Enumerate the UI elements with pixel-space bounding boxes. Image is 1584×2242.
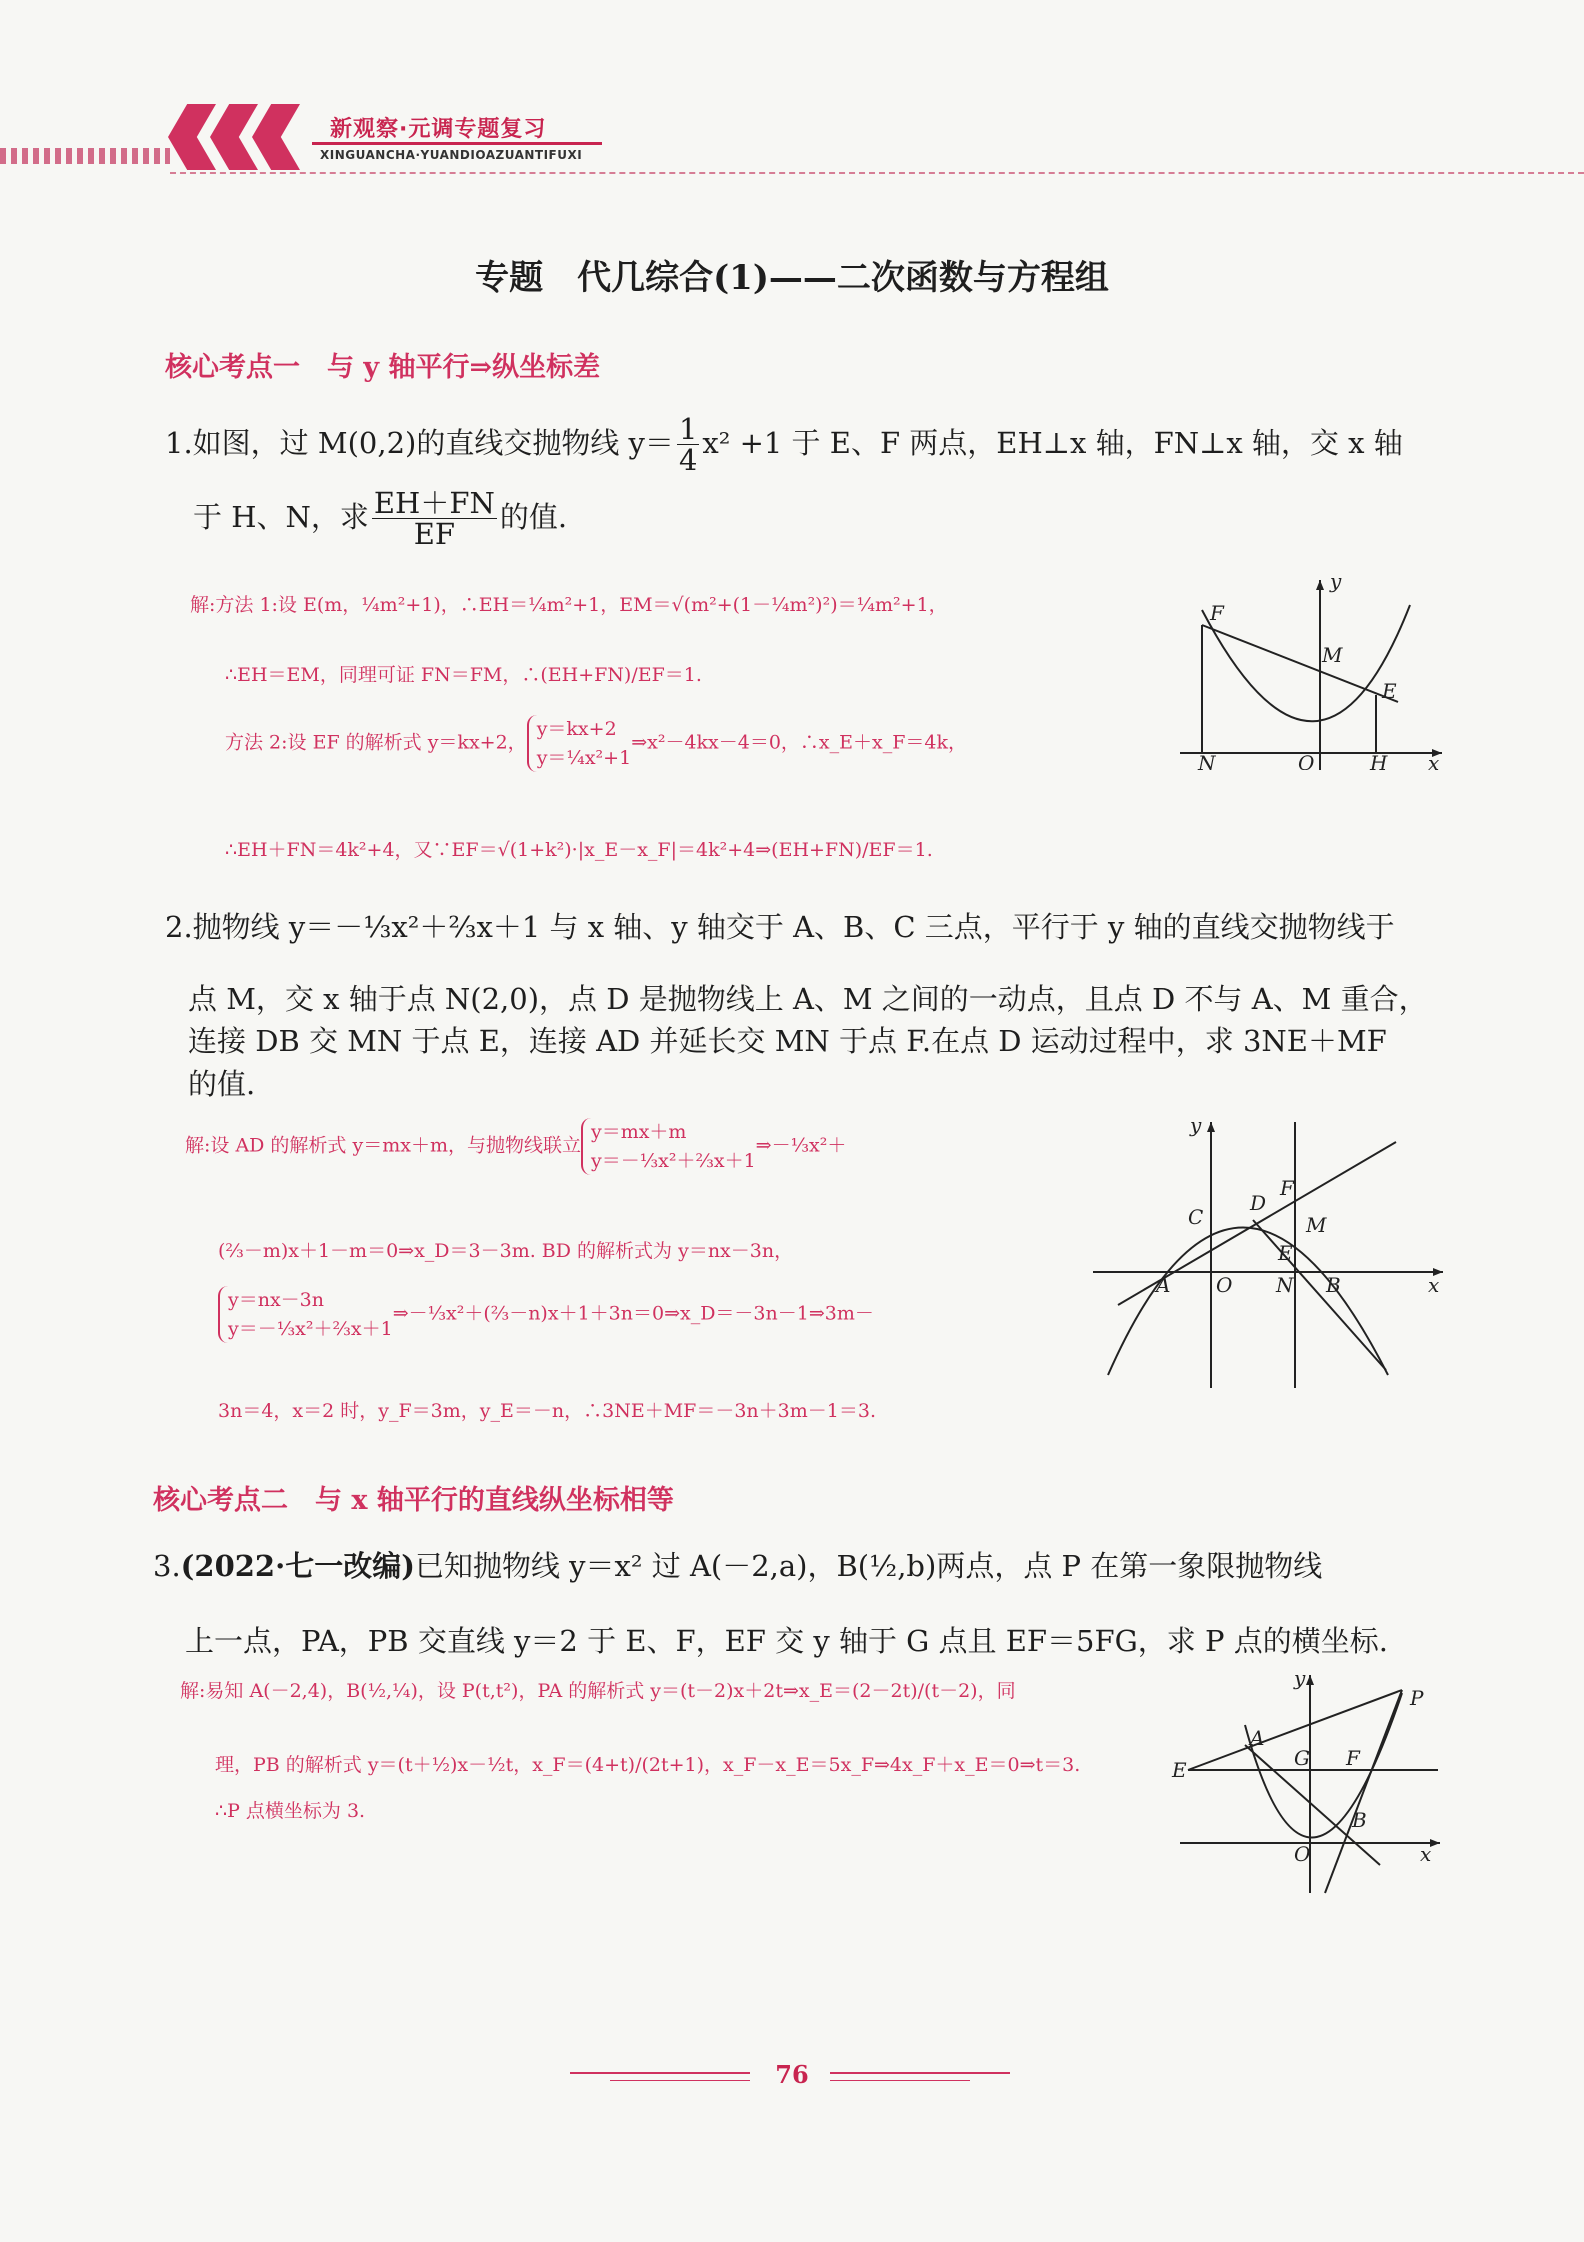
section-title-1: 核心考点一 与 y 轴平行⇒纵坐标差 (165, 352, 601, 383)
label-x: x (1420, 1842, 1432, 1866)
solution-3-line-1: 解:易知 A(－2,4)，B(½,¼)，设 P(t,t²)，PA 的解析式 y＝(t－2)x＋2t⇒x_E＝(2－2t)/(t－2)，同 (180, 1680, 1016, 1702)
chevron-icon (210, 104, 258, 170)
label-x: x (1428, 1273, 1440, 1297)
chevron-icon (168, 104, 216, 170)
question-text: x² +1 于 E、F 两点，EH⊥x 轴，FN⊥x 轴，交 x 轴 (702, 425, 1403, 460)
chevron-icon (252, 104, 300, 170)
label-a: A (1156, 1273, 1171, 1297)
figure-3 (1170, 1665, 1448, 1895)
solution-2-line-4: 3n＝4，x＝2 时，y_F＝3m，y_E＝－n，∴3NE＋MF＝－3n＋3m－1＝3. (218, 1400, 876, 1422)
ratio-fraction: $\frac{EH+FN}{EF}$ (373, 486, 495, 552)
page-title: 专题 代几综合(1)——二次函数与方程组 (475, 258, 1109, 298)
label-b: B (1352, 1808, 1367, 1832)
header-rule (170, 172, 1584, 174)
figure-1 (1170, 570, 1450, 770)
label-n: N (1198, 751, 1216, 770)
series-title: 新观察·元调专题复习 (330, 117, 547, 142)
equation-system: y＝mx＋m y＝－⅓x²＋⅔x＋1 (581, 1118, 756, 1175)
label-y: y (1190, 1113, 1202, 1137)
label-x: x (1428, 751, 1440, 770)
label-y: y (1330, 570, 1342, 593)
solution-3-line-3: ∴P 点横坐标为 3. (215, 1800, 366, 1822)
label-f: F (1346, 1746, 1360, 1770)
line-ef (1202, 625, 1398, 702)
parabola (1202, 605, 1410, 721)
question-text: 的值. (499, 499, 568, 534)
label-g: G (1294, 1746, 1310, 1770)
question-2-line-4: 的值. (188, 1067, 256, 1101)
label-b: B (1326, 1273, 1341, 1297)
solution-2-line-1: 解:设 AD 的解析式 y＝mx＋m，与抛物线联立 y＝mx＋m y＝－⅓x²＋⅔x＋1 ⇒－⅓x²＋ (185, 1118, 846, 1175)
label-e: E (1172, 1758, 1187, 1782)
page-number: 76 (775, 2060, 809, 2089)
section-title-2: 核心考点二 与 x 轴平行的直线纵坐标相等 (153, 1485, 674, 1516)
label-e: E (1382, 679, 1397, 703)
equation-system: y＝kx+2 y＝¼x²+1 (527, 715, 632, 772)
question-text: 如图，过 M(0,2)的直线交抛物线 y＝ (192, 425, 674, 460)
label-o: O (1298, 751, 1315, 770)
question-source: (2022·七一改编) (180, 1549, 415, 1583)
figure-2 (1088, 1110, 1450, 1390)
label-f: F (1210, 601, 1224, 625)
label-e: E (1278, 1241, 1293, 1265)
question-1-line-1 (165, 414, 1403, 476)
line-pb (1325, 1690, 1402, 1893)
question-1-line-2 (193, 488, 567, 550)
solution-1-line-4: ∴EH＋FN＝4k²+4，又∵EF＝√(1+k²)·|x_E－x_F|＝4k²+4⇒(EH+FN)/EF＝1. (225, 839, 933, 861)
parabola (1108, 1228, 1388, 1376)
line-db (1253, 1220, 1386, 1370)
question-2-line-2: 点 M，交 x 轴于点 N(2,0)，点 D 是抛物线上 A、M 之间的一动点，且点 D 不与 A、M 重合， (188, 982, 1428, 1016)
solution-2-line-3: y＝nx－3n y＝－⅓x²＋⅔x＋1 ⇒－⅓x²＋(⅔－n)x＋1＋3n＝0⇒x_D＝－3n－1⇒3m－ (218, 1286, 874, 1343)
label-m: M (1322, 643, 1343, 667)
label-m: M (1306, 1213, 1327, 1237)
label-d: D (1250, 1191, 1267, 1215)
question-3-line-1: 3.(2022·七一改编)已知抛物线 y＝x² 过 A(－2,a)，B(½,b)两点，点 P 在第一象限抛物线 (153, 1549, 1323, 1583)
label-p: P (1410, 1686, 1424, 1710)
question-3-line-2: 上一点，PA，PB 交直线 y＝2 于 E、F，EF 交 y 轴于 G 点且 EF＝5FG，求 P 点的横坐标. (185, 1624, 1388, 1658)
solution-1-line-1: 解:方法 1:设 E(m，¼m²+1)，∴EH＝¼m²+1，EM＝√(m²+(1－¼m²)²)＝¼m²+1， (190, 594, 948, 616)
label-a: A (1250, 1726, 1265, 1750)
question-2-line-1: 2.抛物线 y＝－⅓x²＋⅔x＋1 与 x 轴、y 轴交于 A、B、C 三点，平行于 y 轴的直线交抛物线于 (165, 910, 1395, 944)
question-2-line-3: 连接 DB 交 MN 于点 E，连接 AD 并延长交 MN 于点 F.在点 D 运动过程中，求 3NE＋MF (188, 1024, 1387, 1058)
label-y: y (1294, 1666, 1306, 1690)
label-f: F (1280, 1176, 1294, 1200)
solution-2-line-2: (⅔－m)x＋1－m＝0⇒x_D＝3－3m. BD 的解析式为 y＝nx－3n， (218, 1240, 794, 1262)
label-n: N (1276, 1273, 1294, 1297)
header-dots (0, 148, 170, 164)
fraction: $\frac{1}{4}$ (678, 412, 698, 478)
solution-1-line-2: ∴EH＝EM，同理可证 FN＝FM，∴(EH+FN)/EF＝1. (225, 664, 702, 686)
question-text: 于 H、N，求 (193, 499, 369, 534)
series-pinyin: XINGUANCHA·YUANDIOAZUANTIFUXI (320, 148, 583, 162)
solution-3-line-2: 理，PB 的解析式 y＝(t＋½)x－½t，x_F＝(4+t)/(2t+1)，x_F－x_E＝5x_F⇒4x_F＋x_E＝0⇒t＝3. (215, 1754, 1081, 1776)
label-h: H (1370, 751, 1388, 770)
label-c: C (1188, 1205, 1204, 1229)
solution-1-line-3: 方法 2:设 EF 的解析式 y＝kx+2， y＝kx+2 y＝¼x²+1 ⇒x²－4kx－4＝0，∴x_E＋x_F＝4k， (225, 715, 967, 772)
equation-system: y＝nx－3n y＝－⅓x²＋⅔x＋1 (218, 1286, 393, 1343)
label-o: O (1216, 1273, 1233, 1297)
question-number: 1. (165, 425, 193, 460)
label-o: O (1294, 1842, 1311, 1866)
